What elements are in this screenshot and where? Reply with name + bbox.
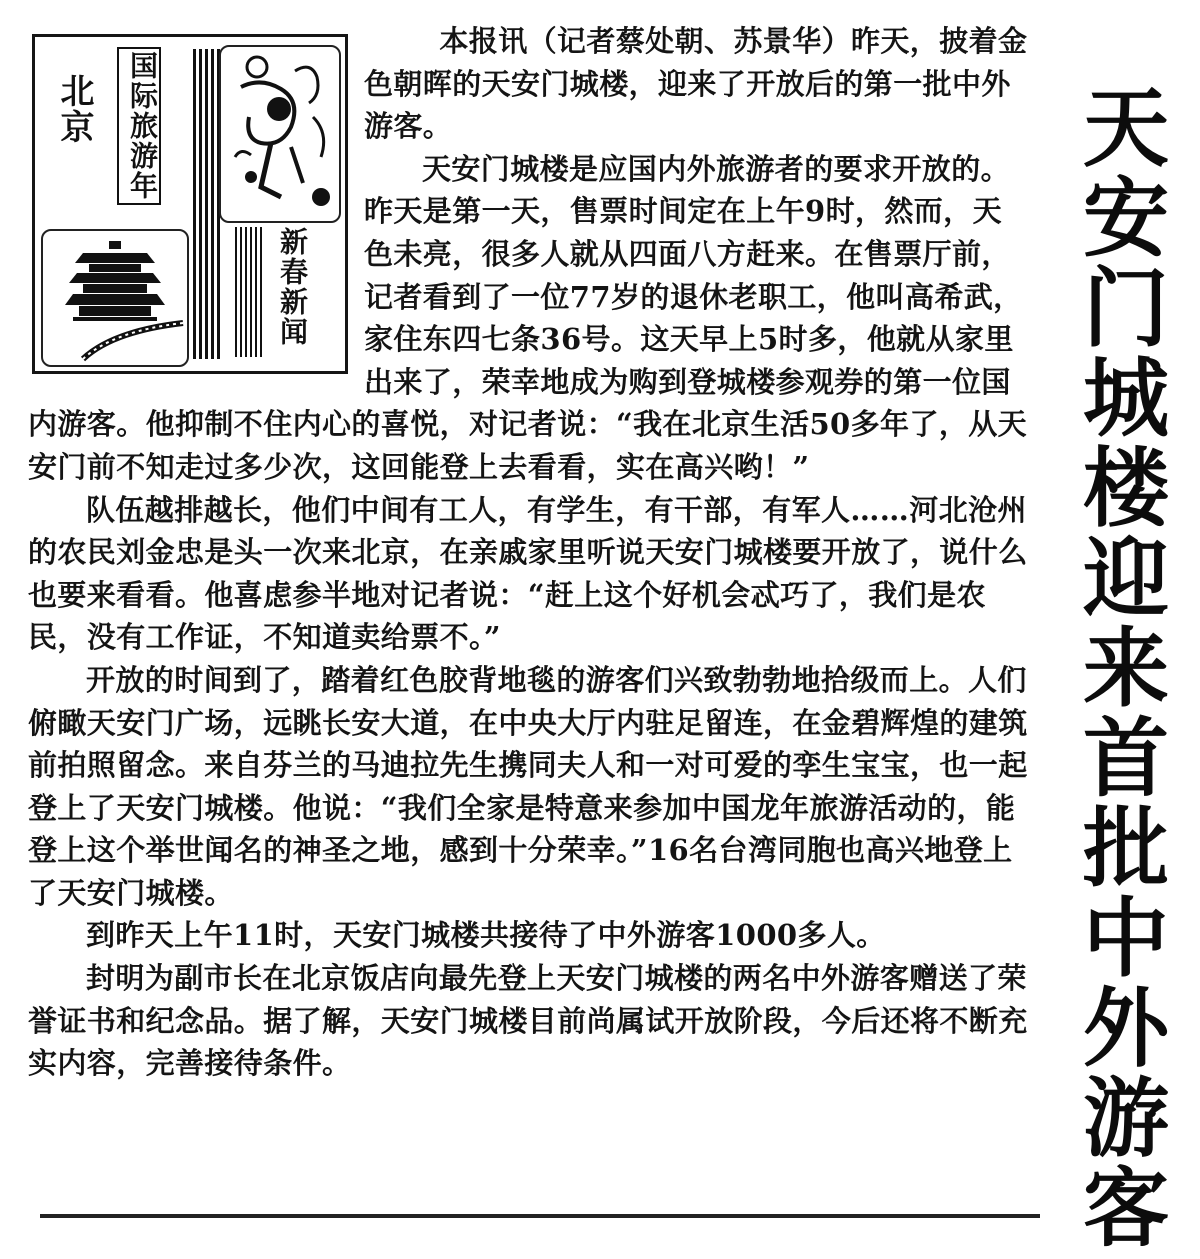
headline-char: 迎 bbox=[1083, 529, 1169, 629]
article-paragraph-5: 到昨天上午11时，天安门城楼共接待了中外游客1000多人。 bbox=[86, 918, 886, 953]
headline-char: 中 bbox=[1083, 889, 1169, 989]
headline-char: 首 bbox=[1083, 709, 1169, 809]
logo-spring-news-text: 新春新闻 bbox=[276, 227, 309, 347]
headline-char: 天 bbox=[1083, 79, 1169, 179]
headline-char: 客 bbox=[1083, 1159, 1169, 1259]
article-paragraph-4: 开放的时间到了，踏着红色胶背地毯的游客们兴致勃勃地拾级而上。人们俯瞰天安门广场，远眺长安大道，在中央大厅内驻足留连，在金碧辉煌的建筑前拍照留念。来自芬兰的马迪拉先生携同夫人和一对可爱的孪生宝宝，也一起登上了天安门城楼。他说：“我们全家是特意来参加中国龙年旅游活动的，能登上这个举世闻名的神圣之地，感到十分荣幸。”16名台湾同胞也高兴地登上了天安门城楼。 bbox=[28, 662, 1028, 910]
headline-char: 楼 bbox=[1083, 439, 1169, 539]
column-logo bbox=[32, 34, 348, 374]
headline-char: 游 bbox=[1083, 1069, 1169, 1169]
logo-beijing-text: 北京 bbox=[54, 73, 94, 145]
headline-char: 来 bbox=[1083, 619, 1169, 719]
logo-stripes-small bbox=[235, 227, 263, 357]
headline bbox=[1058, 79, 1194, 1259]
article-paragraph-2: 天安门城楼是应国内外旅游者的要求开放的。昨天是第一天，售票时间定在上午9时，然而，天色未亮，很多人就从四面八方赶来。在售票厅前，记者看到了一位77岁的退休老职工，他叫高希武，家住东四七条36号。这天早上5时多，他就从家里出来了，荣幸地成为购到登城楼参观券的第一位国内游客。他抑制不住内心的喜悦，对记者说：“我在北京生活50多年了，从天安门前不知走过多少次，这回能登上去看看，实在高兴哟！” bbox=[28, 151, 1028, 484]
headline-char: 城 bbox=[1083, 349, 1169, 449]
logo-tourism-year-text: 国际旅游年 bbox=[117, 47, 161, 205]
article-paragraph-1: 本报讯（记者蔡处朝、苏景华）昨天，披着金色朝晖的天安门城楼，迎来了开放后的第一批中外游客。 bbox=[364, 24, 1028, 144]
bottom-rule bbox=[40, 1214, 1040, 1218]
temple-illustration bbox=[41, 229, 189, 367]
headline-char: 外 bbox=[1083, 979, 1169, 1079]
rider-illustration bbox=[219, 45, 341, 223]
article-paragraph-3: 队伍越排越长，他们中间有工人，有学生，有干部，有军人……河北沧州的农民刘金忠是头一次来北京，在亲戚家里听说天安门城楼要开放了，说什么也要来看看。他喜虑参半地对记者说：“赶上这个好机会忒巧了，我们是农民，没有工作证，不知道卖给票不。” bbox=[28, 492, 1028, 655]
headline-char: 批 bbox=[1083, 799, 1169, 899]
temple-icon bbox=[43, 231, 187, 365]
headline-char: 安 bbox=[1083, 169, 1169, 269]
headline-char: 门 bbox=[1083, 259, 1169, 359]
article-paragraph-6: 封明为副市长在北京饭店向最先登上天安门城楼的两名中外游客赠送了荣誉证书和纪念品。据了解，天安门城楼目前尚属试开放阶段，今后还将不断充实内容，完善接待条件。 bbox=[28, 961, 1028, 1081]
dragon-rider-icon bbox=[221, 47, 339, 221]
